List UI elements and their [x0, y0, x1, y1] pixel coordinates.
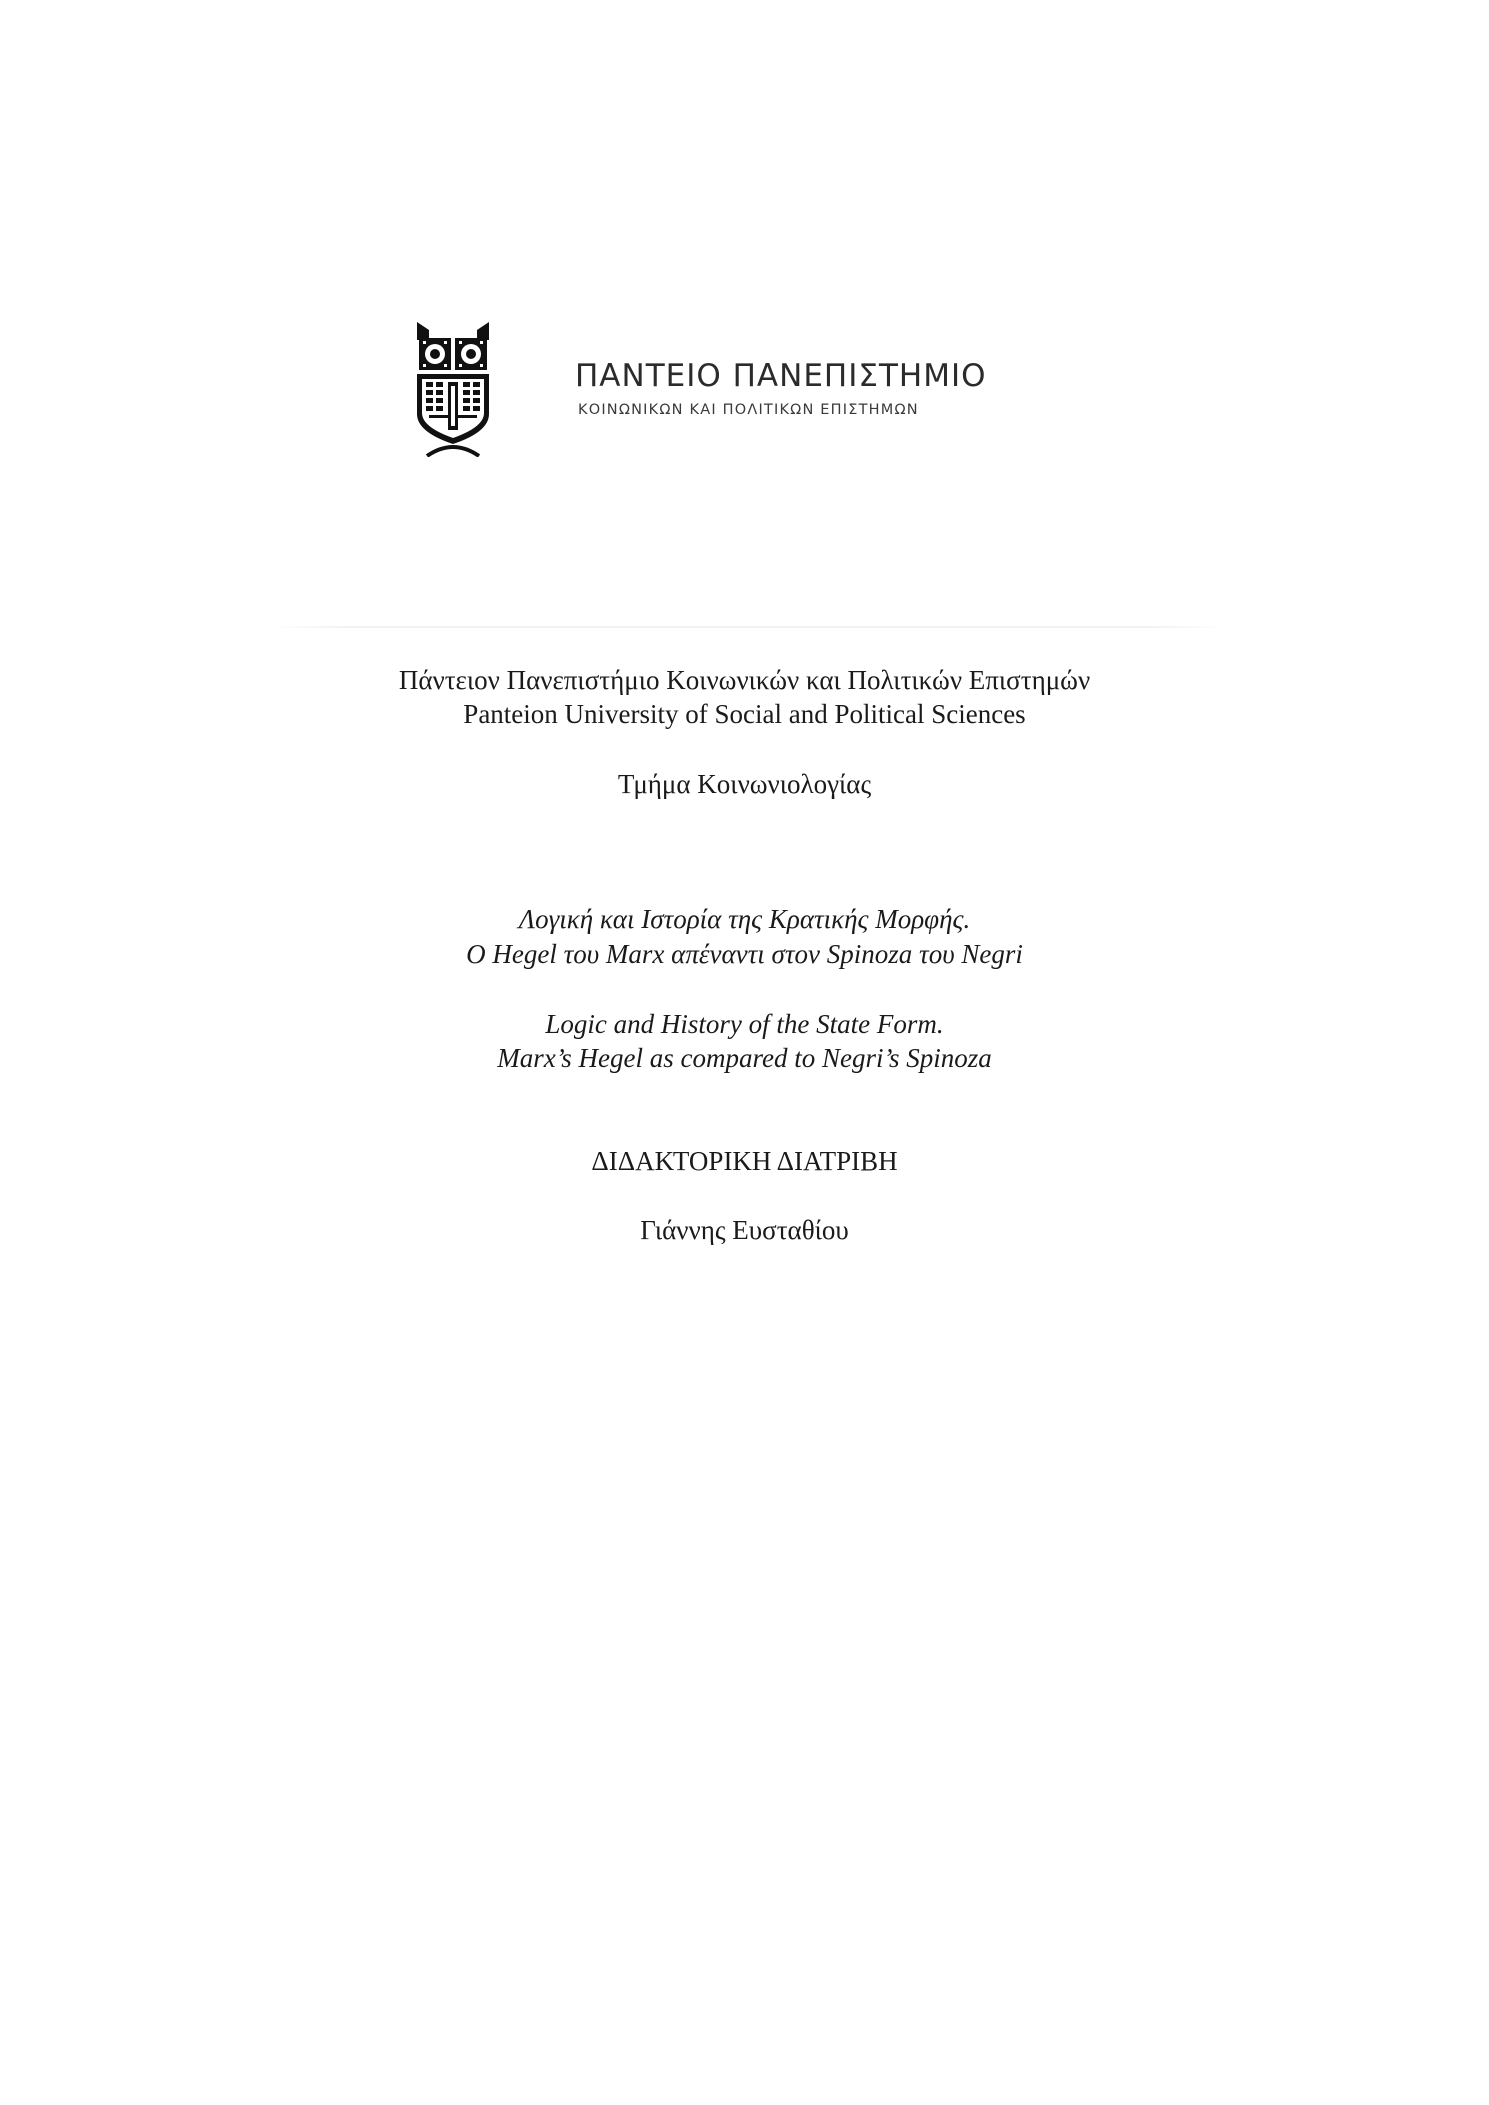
university-crest-icon	[415, 322, 491, 457]
thesis-title-english-line2: Marx’s Hegel as compared to Negri’s Spinoza	[497, 1043, 992, 1073]
university-name-greek: Πάντειον Πανεπιστήμιο Κοινωνικών και Πολιτικών Επιστημών	[398, 665, 1091, 695]
thesis-title-english-line1: Logic and History of the State Form.	[545, 1009, 944, 1039]
divider	[268, 626, 1228, 628]
thesis-title-greek-line1: Λογική και Ιστορία της Κρατικής Μορφής.	[518, 904, 971, 934]
university-logo	[415, 322, 995, 457]
department-name: Τμήμα Κοινωνιολογίας	[617, 769, 872, 799]
author-name: Γιάννης Ευσταθίου	[640, 1215, 849, 1245]
university-name-english: Panteion University of Social and Political Sciences	[463, 699, 1026, 729]
logo-title: ΠΑΝΤΕΙΟ ΠΑΝΕΠΙΣΤΗΜΙΟ	[575, 358, 987, 394]
logo-subtitle: ΚΟΙΝΩΝΙΚΩΝ ΚΑΙ ΠΟΛΙΤΙΚΩΝ ΕΠΙΣΤΗΜΩΝ	[578, 402, 919, 418]
thesis-type: ΔΙΔΑΚΤΟΡΙΚΗ ΔΙΑΤΡΙΒΗ	[591, 1146, 898, 1176]
thesis-title-greek-line2: Ο Hegel του Marx απέναντι στον Spinoza του Negri	[466, 939, 1023, 969]
